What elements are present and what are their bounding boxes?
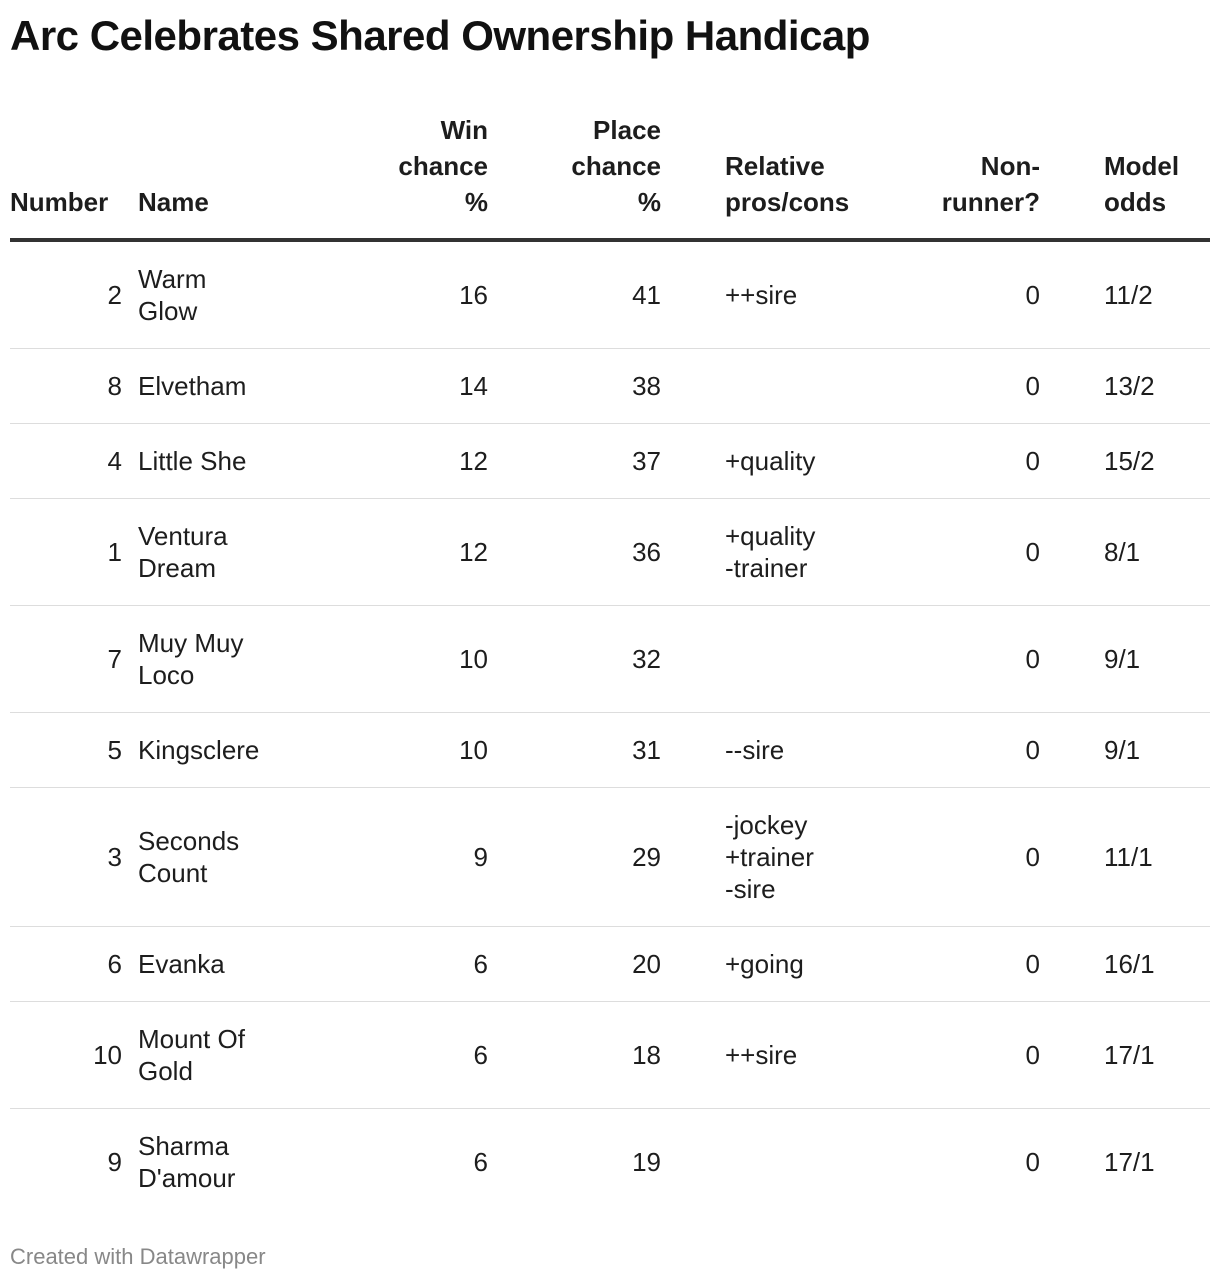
cell-name: Elvetham: [122, 349, 297, 424]
cell-non-runner: 0: [1025, 1147, 1040, 1177]
table-row: [10, 349, 1210, 424]
table-row: [10, 713, 1210, 788]
cell-place-chance: 37: [488, 424, 661, 499]
cell-model-odds: 8/1: [1040, 499, 1210, 606]
cell-non-runner: 0: [865, 1002, 1040, 1109]
cell-pros-cons: -jockey +trainer -sire: [661, 788, 865, 927]
cell-place-chance: 41: [488, 240, 661, 349]
cell-win-chance: 6: [473, 1147, 488, 1177]
cell-name: Muy Muy Loco: [122, 606, 297, 713]
cell-win-chance: 12: [297, 424, 488, 499]
cell-non-runner: 0: [865, 606, 1040, 713]
cell-number: 9: [107, 1147, 122, 1177]
cell-number: 5: [10, 713, 122, 788]
cell-pros-cons: ++sire: [661, 240, 865, 349]
cell-model-odds: 15/2: [1040, 424, 1210, 499]
column-header-win-chance: Win chance %: [297, 112, 488, 240]
cell-number: 10: [10, 1002, 122, 1109]
cell-name: Warm Glow: [122, 240, 297, 349]
cell-win-chance: 9: [297, 788, 488, 927]
cell-model-odds: 17/1: [1104, 1147, 1155, 1177]
cell-pros-cons: [661, 1109, 865, 1216]
attribution-footer: Created with Datawrapper: [10, 1244, 266, 1269]
cell-number: 4: [10, 424, 122, 499]
cell-model-odds: 9/1: [1040, 713, 1210, 788]
cell-pros-cons: [661, 606, 865, 713]
cell-pros-cons: +quality -trainer: [661, 499, 865, 606]
cell-win-chance: 6: [297, 1002, 488, 1109]
cell-name: Ventura Dream: [122, 499, 297, 606]
cell-number: 3: [10, 788, 122, 927]
cell-win-chance: 10: [297, 606, 488, 713]
cell-pros-cons: [661, 349, 865, 424]
cell-number: 1: [10, 499, 122, 606]
cell-place-chance: 38: [488, 349, 661, 424]
cell-model-odds: 11/2: [1040, 240, 1210, 349]
cell-model-odds: 16/1: [1040, 927, 1210, 1002]
chart-title: Arc Celebrates Shared Ownership Handicap: [10, 12, 870, 59]
cell-place-chance: 29: [488, 788, 661, 927]
cell-place-chance: 31: [488, 713, 661, 788]
table-row: [10, 606, 1210, 713]
cell-name: Little She: [122, 424, 297, 499]
cell-number: 8: [10, 349, 122, 424]
cell-name: Evanka: [122, 927, 297, 1002]
cell-name: Mount Of Gold: [122, 1002, 297, 1109]
cell-place-chance: 32: [488, 606, 661, 713]
cell-model-odds: 11/1: [1040, 788, 1210, 927]
column-header-model-odds: Model odds: [1040, 112, 1210, 240]
cell-name: Sharma D'amour: [138, 1131, 236, 1193]
cell-name: Seconds Count: [122, 788, 297, 927]
table-row: [10, 424, 1210, 499]
cell-pros-cons: ++sire: [661, 1002, 865, 1109]
column-header-non-runner: Non- runner?: [865, 112, 1040, 240]
odds-table: [10, 112, 1210, 1215]
cell-non-runner: 0: [865, 240, 1040, 349]
cell-pros-cons: +going: [661, 927, 865, 1002]
cell-non-runner: 0: [865, 713, 1040, 788]
table-row: [10, 788, 1210, 927]
cell-pros-cons: --sire: [661, 713, 865, 788]
cell-non-runner: 0: [865, 424, 1040, 499]
cell-win-chance: 10: [297, 713, 488, 788]
cell-place-chance: 20: [488, 927, 661, 1002]
table-body: [10, 240, 1210, 1215]
column-header-number: Number: [10, 112, 122, 240]
cell-win-chance: 14: [297, 349, 488, 424]
cell-number: 6: [10, 927, 122, 1002]
table-row: [10, 499, 1210, 606]
column-header-place-chance: Place chance %: [488, 112, 661, 240]
cell-non-runner: 0: [865, 927, 1040, 1002]
cell-number: 2: [10, 240, 122, 349]
cell-non-runner: 0: [865, 788, 1040, 927]
cell-place-chance: 19: [632, 1147, 661, 1177]
cell-model-odds: 9/1: [1040, 606, 1210, 713]
header-row: [10, 112, 1210, 240]
cell-win-chance: 16: [297, 240, 488, 349]
cell-model-odds: 17/1: [1040, 1002, 1210, 1109]
table-row: [10, 240, 1210, 349]
table-row: [10, 927, 1210, 1002]
cell-win-chance: 6: [297, 927, 488, 1002]
cell-non-runner: 0: [865, 349, 1040, 424]
cell-pros-cons: +quality: [661, 424, 865, 499]
cell-place-chance: 36: [488, 499, 661, 606]
column-header-name: Name: [122, 112, 297, 240]
cell-number: 7: [10, 606, 122, 713]
cell-model-odds: 13/2: [1040, 349, 1210, 424]
cell-place-chance: 18: [488, 1002, 661, 1109]
table-row: [10, 1109, 1210, 1216]
table-row: [10, 1002, 1210, 1109]
cell-non-runner: 0: [865, 499, 1040, 606]
cell-win-chance: 12: [297, 499, 488, 606]
column-header-pros-cons: Relative pros/cons: [661, 112, 865, 240]
cell-name: Kingsclere: [122, 713, 297, 788]
